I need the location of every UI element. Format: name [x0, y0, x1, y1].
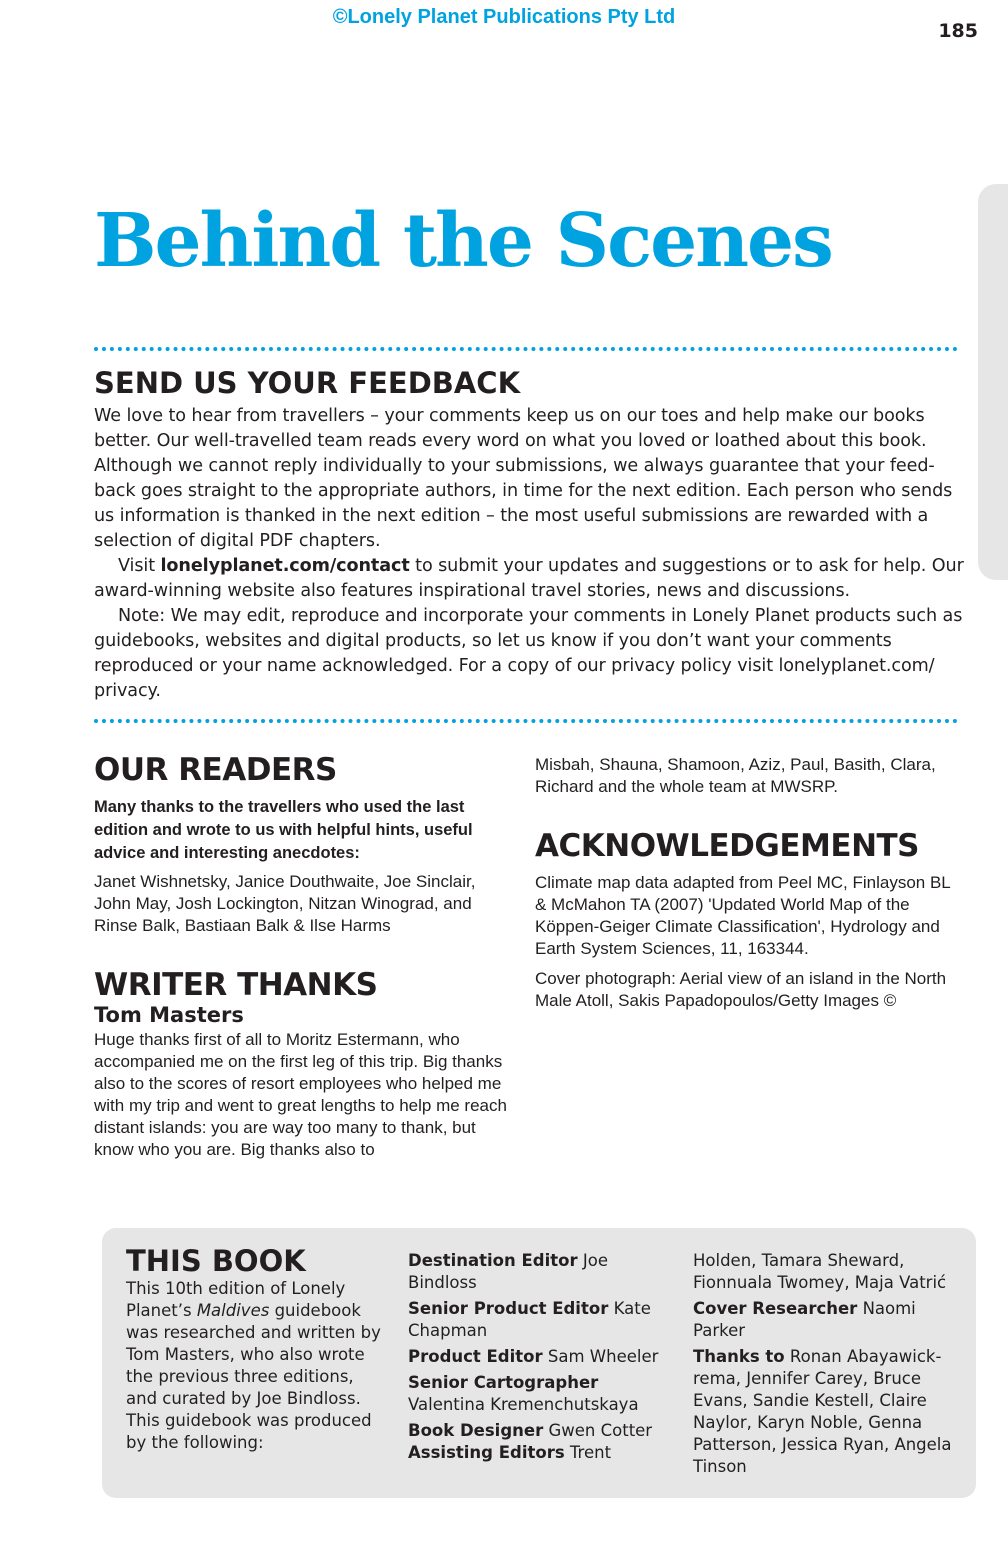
credit-role: Senior Product Editor [408, 1299, 609, 1318]
readers-lead: Many thanks to the travellers who used the last edition and wrote to us with helpful hints, useful advice and interesting anecdotes: [94, 798, 473, 862]
writer-name: Tom Masters [94, 1003, 244, 1027]
credit-role: Senior Cartographer [408, 1373, 599, 1392]
credit-line [693, 1298, 963, 1342]
this-book-box [102, 1228, 976, 1498]
page-title: Behind the Scenes [94, 198, 832, 284]
dotted-divider-top [94, 347, 958, 351]
credit-role: Thanks to [693, 1347, 785, 1366]
acknowledgements-paragraph-1: Climate map data adapted from Peel MC, Finlayson BL & McMahon TA (2007) 'Updated World Map of the Köppen-Geiger Climate Classification', Hydrology and Earth System Sciences, 11, 163344. [535, 873, 951, 958]
credit-line [408, 1298, 672, 1342]
contact-link[interactable]: lonelyplanet.com/contact [160, 556, 410, 576]
feedback-section [94, 366, 964, 704]
visit-suffix-text: to submit your updates and suggestions or to ask for help. Our award-winning website also features inspirational travel stories, news and discussions. [94, 556, 964, 601]
credit-names: Ronan Abayawick-rema, Jennifer Carey, Bruce Evans, Sandie Kestell, Claire Naylor, Karyn Noble, Genna Patterson, Jessica Ryan, Angela Tinson [693, 1347, 952, 1476]
this-book-heading: THIS BOOK [126, 1244, 306, 1278]
writer-thanks-continued: Misbah, Shauna, Shamoon, Aziz, Paul, Basith, Clara, Richard and the whole team at MWSRP. [535, 755, 936, 796]
page-number: 185 [938, 20, 978, 42]
feedback-paragraph-2 [94, 554, 964, 604]
credit-names: Joe Bindloss [408, 1251, 608, 1292]
credit-names: Naomi Parker [693, 1299, 916, 1340]
writer-thanks-heading: WRITER THANKS [94, 967, 378, 1003]
left-column [94, 752, 514, 1161]
side-thumb-tab [978, 184, 1008, 580]
credit-names: Valentina Kremenchutskaya [408, 1395, 639, 1414]
credit-role: Destination Editor [408, 1251, 578, 1270]
readers-heading: OUR READERS [94, 752, 337, 788]
credit-names: Sam Wheeler [547, 1347, 659, 1366]
feedback-paragraph-1: We love to hear from travellers – your comments keep us on our toes and help make our books better. Our well-travelled team reads every word on what you loved or loathed about this book. Although we cannot reply individually to your submissions, we always guarantee that your feed-back goes straight to the appropriate authors, in time for the next edition. Each person who sends us information is thanked in the next edition – the most useful submissions are rewarded with a selection of digital PDF chapters. [94, 406, 953, 551]
credit-names: Kate Chapman [408, 1299, 651, 1340]
feedback-heading: SEND US YOUR FEEDBACK [94, 366, 521, 400]
visit-text: Visit [118, 556, 161, 576]
credit-names: Trent [569, 1443, 612, 1462]
credit-role: Cover Researcher [693, 1299, 858, 1318]
intro-text-2: guidebook was researched and written by Tom Masters, who also wrote the previous three editions, and curated by Joe Bindloss. This guidebook was produced by the following: [126, 1301, 381, 1452]
credit-line [408, 1420, 672, 1442]
credit-line [408, 1346, 672, 1368]
editors-continued: Holden, Tamara Sheward, Fionnuala Twomey, Maja Vatrić [693, 1251, 947, 1292]
credit-line [408, 1442, 672, 1464]
credit-role: Book Designer [408, 1421, 544, 1440]
writer-thanks-text: Huge thanks first of all to Moritz Estermann, who accompanied me on the first leg of this trip. Big thanks also to the scores of resort employees who helped me with my trip and went to great lengths to help me reach distant islands: you are way too many to thank, but know who you are. Big thanks also to [94, 1030, 507, 1159]
guidebook-title: Maldives [196, 1301, 270, 1320]
copyright-notice: ©Lonely Planet Publications Pty Ltd [332, 6, 676, 28]
acknowledgements-paragraph-2: Cover photograph: Aerial view of an island in the North Male Atoll, Sakis Papadopoulos/Getty Images © [535, 969, 947, 1010]
this-book-intro [126, 1278, 384, 1454]
right-column [535, 754, 965, 1012]
readers-names: Janet Wishnetsky, Janice Douthwaite, Joe Sinclair, John May, Josh Lockington, Nitzan Winograd, and Rinse Balk, Bastiaan Balk & Ilse Harms [94, 872, 476, 935]
credit-line [408, 1372, 672, 1416]
dotted-divider-bottom [94, 719, 958, 723]
credit-line [408, 1250, 672, 1294]
credit-role: Assisting Editors [408, 1443, 565, 1462]
this-book-intro-column [126, 1244, 384, 1454]
credit-names: Gwen Cotter [548, 1421, 653, 1440]
credit-role: Product Editor [408, 1347, 543, 1366]
credits-column-1 [408, 1250, 672, 1464]
credits-column-2 [693, 1250, 963, 1478]
feedback-paragraph-3: Note: We may edit, reproduce and incorporate your comments in Lonely Planet products such as guidebooks, websites and digital products, so let us know if you don’t want your comments reproduced or your name acknowledged. For a copy of our privacy policy visit lonelyplanet.com/ privacy. [94, 606, 963, 701]
intro-text-1: This 10th edition of Lonely Planet’s [126, 1279, 346, 1320]
credit-line [693, 1346, 963, 1478]
acknowledgements-heading: ACKNOWLEDGEMENTS [535, 828, 919, 864]
